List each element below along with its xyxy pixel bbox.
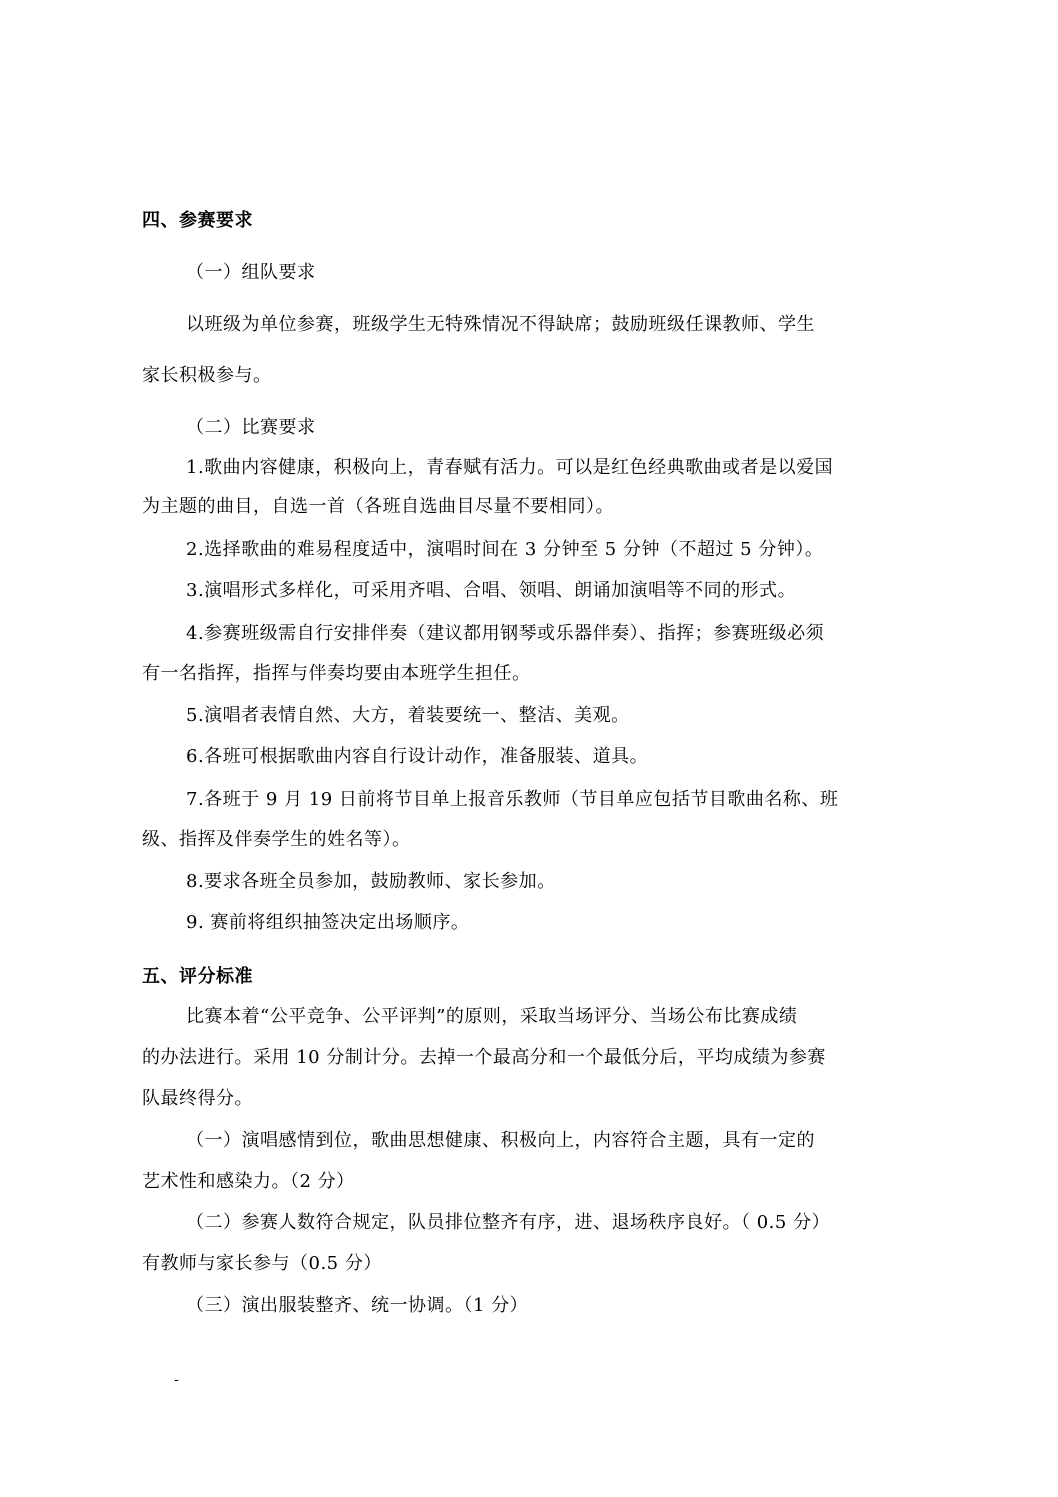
requirement-item-4-line-2: 有一名指挥，指挥与伴奏均要由本班学生担任。 [142, 663, 531, 684]
requirement-item-7-line-1: 7.各班于 9 月 19 日前将节目单上报音乐教师（节目单应包括节目歌曲名称、班 [186, 789, 839, 810]
team-requirement-line-1: 以班级为单位参赛，班级学生无特殊情况不得缺席；鼓励班级任课教师、学生 [186, 314, 815, 335]
subsection-competition-heading: （二）比赛要求 [186, 417, 316, 438]
criterion-2-line-2: 有教师与家长参与（0.5 分） [142, 1253, 382, 1274]
section-4-heading: 四、参赛要求 [142, 210, 253, 231]
requirement-item-4-line-1: 4.参赛班级需自行安排伴奏（建议都用钢琴或乐器伴奏）、指挥；参赛班级必须 [186, 623, 825, 644]
requirement-item-5: 5.演唱者表情自然、大方，着装要统一、整洁、美观。 [186, 705, 630, 726]
scoring-intro-line-3: 队最终得分。 [142, 1088, 253, 1109]
criterion-1-line-1: （一）演唱感情到位，歌曲思想健康、积极向上，内容符合主题，具有一定的 [186, 1130, 815, 1151]
requirement-item-6: 6.各班可根据歌曲内容自行设计动作，准备服装、道具。 [186, 746, 649, 767]
criterion-1-line-2: 艺术性和感染力。（2 分） [142, 1171, 355, 1192]
requirement-item-3: 3.演唱形式多样化，可采用齐唱、合唱、领唱、朗诵加演唱等不同的形式。 [186, 580, 797, 601]
section-5-heading: 五、评分标准 [142, 966, 253, 987]
requirement-item-1-line-1: 1.歌曲内容健康，积极向上，青春赋有活力。可以是红色经典歌曲或者是以爱国 [186, 457, 834, 478]
subsection-team-heading: （一）组队要求 [186, 262, 316, 283]
criterion-2-line-1: （二）参赛人数符合规定，队员排位整齐有序，进、退场秩序良好。（ 0.5 分） [186, 1212, 831, 1233]
team-requirement-line-2: 家长积极参与。 [142, 365, 272, 386]
requirement-item-1-line-2: 为主题的曲目，自选一首（各班自选曲目尽量不要相同）。 [142, 496, 614, 517]
criterion-3: （三）演出服装整齐、统一协调。（1 分） [186, 1295, 529, 1316]
footer-mark: - [174, 1372, 179, 1388]
requirement-item-2: 2.选择歌曲的难易程度适中，演唱时间在 3 分钟至 5 分钟（不超过 5 分钟）。 [186, 539, 824, 560]
scoring-intro-line-1: 比赛本着“公平竞争、公平评判”的原则，采取当场评分、当场公布比赛成绩 [186, 1006, 798, 1027]
requirement-item-8: 8.要求各班全员参加，鼓励教师、家长参加。 [186, 871, 556, 892]
scoring-intro-line-2: 的办法进行。采用 10 分制计分。去掉一个最高分和一个最低分后，平均成绩为参赛 [142, 1047, 826, 1068]
requirement-item-9: 9. 赛前将组织抽签决定出场顺序。 [186, 912, 470, 933]
requirement-item-7-line-2: 级、指挥及伴奏学生的姓名等）。 [142, 829, 411, 850]
